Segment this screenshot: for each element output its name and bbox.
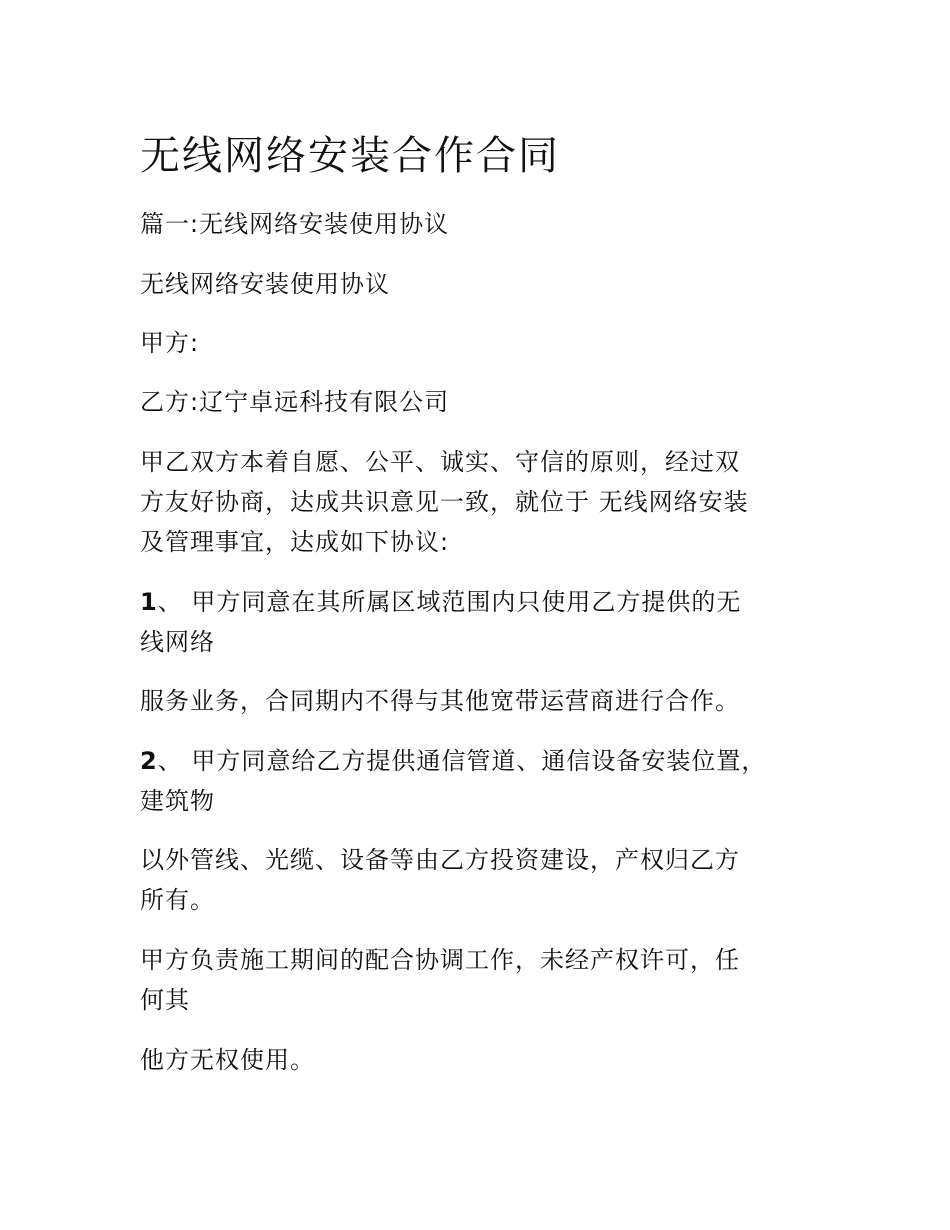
intro-line-2: 方友好协商，达成共识意见一致，就位于 无线网络安装: [140, 488, 749, 516]
clause-2-continuation-3-text: 他方无权使用。: [140, 1046, 315, 1074]
clause-2-continuation-2: [140, 940, 820, 1020]
clause-2-line-2: 建筑物: [140, 787, 215, 815]
party-a-line: [140, 323, 820, 363]
clause-2-number: 2: [140, 747, 158, 775]
agreement-name: [140, 264, 820, 304]
clause-1-text: 、 甲方同意在其所属区域范围内只使用乙方提供的无: [157, 588, 742, 616]
clause-2-continuation-2-line-2: 何其: [140, 986, 190, 1014]
clause-1-line-1: [140, 582, 820, 622]
intro-line-1: 甲乙双方本着自愿、公平、诚实、守信的原则，经过双: [140, 448, 740, 476]
clause-2-text: 、 甲方同意给乙方提供通信管道、通信设备安装位置，: [157, 747, 767, 775]
clause-2-continuation-line-1: 以外管线、光缆、设备等由乙方投资建设，产权归乙方: [140, 846, 740, 874]
agreement-name-text: 无线网络安装使用协议: [140, 270, 390, 298]
party-b-text: 乙方:辽宁卓远科技有限公司: [140, 388, 450, 416]
clause-2-continuation: [140, 840, 820, 920]
clause-1: [140, 582, 820, 662]
clause-2: [140, 741, 820, 821]
clause-1-number: 1: [140, 588, 158, 616]
section-heading-text: 篇一:无线网络安装使用协议: [140, 210, 450, 238]
party-a-text: 甲方:: [140, 329, 200, 357]
party-b-line: [140, 382, 820, 422]
clause-1-continuation: [140, 681, 820, 721]
intro-paragraph: [140, 442, 820, 562]
clause-2-continuation-2-line-1: 甲方负责施工期间的配合协调工作，未经产权许可，任: [140, 946, 740, 974]
intro-line-3: 及管理事宜，达成如下协议:: [140, 528, 450, 556]
clause-2-line-1: [140, 741, 820, 781]
document-title: 无线网络安装合作合同: [140, 133, 560, 179]
clause-1-continuation-text: 服务业务，合同期内不得与其他宽带运营商进行合作。: [140, 687, 740, 715]
section-heading: [140, 204, 820, 244]
clause-2-continuation-3: [140, 1040, 820, 1080]
clause-1-line-2: 线网络: [140, 628, 215, 656]
clause-2-continuation-line-2: 所有。: [140, 886, 215, 914]
